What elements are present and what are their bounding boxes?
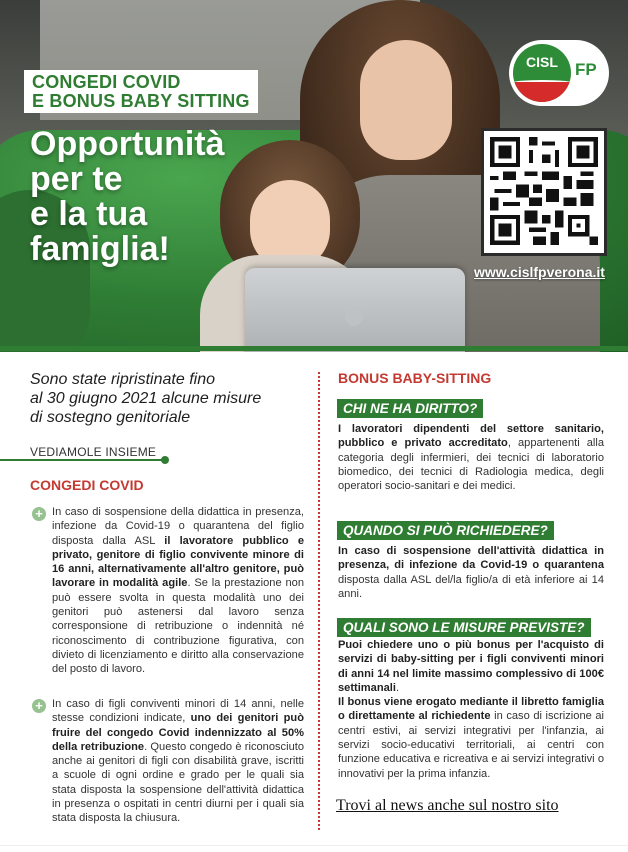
section-1-text: I lavoratori dipendenti del settore sanitario, pubblico e privato accreditato, appartenenti alla categoria degli infermieri, dei tecnici di laboratorio biomedico, dei tecnici di Radiologia medica, degli operatori socio-sanitari e dei medici. [338,423,605,493]
hero-bottom-bar [0,346,628,351]
column-divider [318,372,320,830]
logo-cisl-text: CISL [526,54,558,70]
news-link[interactable]: Trovi al news anche sul nostro sito [336,797,559,814]
headline-line-1: Opportunità [30,125,225,163]
headline-line-4: famiglia! [30,230,170,268]
headline-line-3: e la tua [30,195,148,233]
section-divider [0,459,166,461]
subtitle-line-2: E BONUS BABY SITTING [32,91,250,111]
website-link[interactable]: www.cislfpverona.it [474,264,605,280]
congedi-item-2-text: In caso di figli conviventi minori di 14 anni, nelle stesse condizioni indicate, uno dei genitori può fruire del congedo Covid indennizzato al 50% della retribuzione. Questo congedo è riconosciuto anche ai genitori di figli con disabilità grave, iscritti a scuole di ogni ordine e grado per le quali sia stata disposta la sospensione dell'attività didattica in presenza o ospitati in centri diurni per i quali sia stata disposta la chiusura. [52,698,304,825]
cisl-fp-logo [509,40,609,106]
subtitle-box [24,70,258,113]
plus-icon: + [32,699,46,713]
bottom-rule [0,845,628,846]
headline [30,127,225,267]
intro-text: Sono state ripristinate fino al 30 giugno 2021 alcune misure di sostegno genitoriale [30,371,262,426]
tag-chi-ne-ha-diritto: CHI NE HA DIRITTO? [337,399,483,418]
laptop [245,268,465,352]
hero-banner [0,0,628,352]
logo-circle [513,44,571,102]
subtitle-line-1: CONGEDI COVID [32,72,181,92]
logo-fp-text: FP [575,60,597,79]
congedi-item-1 [32,505,304,677]
congedi-item-2 [32,697,304,826]
headline-line-2: per te [30,160,123,198]
congedi-item-1-text: In caso di sospensione della didattica in presenza, infezione da Covid-19 o quarantena del figlio disposta dalla ASL il lavoratore pubblico e privato, genitore di figlio convivente minore di 16 anni, alternativamente all'altro genitore, può lavorare in modalità agile. Se la prestazione non può essere svolta in questa modalità uno dei genitori può astenersi dal lavoro senza corresponsione di retribuzione o indennità né riconoscimento di contribuzione figurativa, con divieto di licenziamento e diritto alla conservazione del posto di lavoro. [52,506,304,676]
congedi-title: CONGEDI COVID [30,477,144,493]
tag-quali-sono-le-misure: QUALI SONO LE MISURE PREVISTE? [337,618,591,637]
qr-code-icon[interactable] [481,128,607,256]
bonus-title: BONUS BABY-SITTING [338,370,492,386]
vediamole-label: VEDIAMOLE INSIEME [30,445,157,459]
mother-face [360,40,452,160]
plus-icon: + [32,507,46,521]
section-2-text: In caso di sospensione dell'attività didattica in presenza, di infezione da Covid-19 o quarantena disposta dalla ASL del/la figlio/a di età inferiore ai 14 anni. [338,545,604,600]
section-3-text: Puoi chiedere uno o più bonus per l'acquisto di servizi di baby-sitting per i figli conviventi minori di anni 14 nel limite massimo complessivo di 100€ settimanali. Il bonus viene erogato mediante il libretto famiglia o direttamente al richiedente in caso di iscrizione ai centri estivi, ai servizi integrativi per l'infanzia, ai servizi socio-educativi territoriali, ai centri con funzione educativa e ricreativa e ai servizi integrativi o innovativi per la prima infanzia. [338,639,604,780]
tag-quando-si-puo-richiedere: QUANDO SI PUÒ RICHIEDERE? [337,521,554,540]
